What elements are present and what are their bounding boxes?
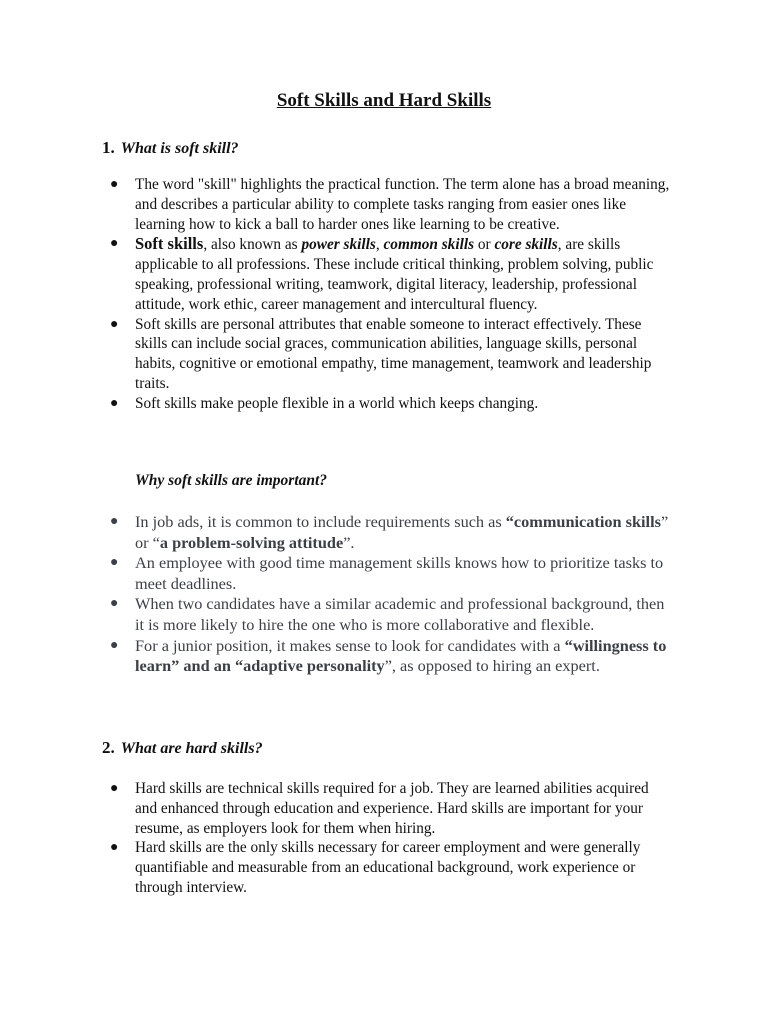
bullet-dot-icon: ●: [110, 514, 119, 529]
bullet-text-bold-italic: core skills: [494, 236, 558, 254]
bullet-text: or: [474, 236, 495, 254]
section2-number: 2.: [102, 738, 115, 757]
bullet-text: An employee with good time management skills knows how to prioritize tasks to meet deadlines.: [135, 553, 664, 593]
section2-bullet-list: [108, 779, 674, 898]
bullet-text-bold-italic: common skills: [383, 236, 475, 254]
bullet-text-bold: “willingness to learn” and an “adaptive personality: [135, 635, 667, 676]
bullet-text-bold: a problem-solving attitude: [159, 532, 344, 552]
list-item: [108, 512, 674, 553]
list-item: [108, 838, 674, 897]
bullet-dot-icon: ●: [110, 395, 119, 411]
bullet-dot-icon: ●: [110, 781, 119, 796]
bullet-text: The word "skill" highlights the practical function. The term alone has a broad meaning, and describes a particular ability to complete tasks ranging from easier ones like learning how to kick a ball to harder ones like learning to be creative.: [135, 176, 670, 233]
bullet-text: In job ads, it is common to include requirements such as: [135, 512, 506, 531]
list-item: [108, 315, 674, 394]
section2-heading: [102, 738, 263, 759]
bullet-dot-icon: ●: [110, 637, 119, 653]
bullet-text-bold: Soft skills: [135, 234, 204, 254]
bullet-text: , also known as: [203, 236, 302, 254]
why-bullet-list: [108, 512, 674, 677]
list-item: [108, 779, 674, 838]
bullet-text-bold-italic: power skills: [301, 236, 376, 254]
why-heading: Why soft skills are important?: [135, 472, 328, 489]
bullet-text: For a junior position, it makes sense to look for candidates with a: [135, 635, 565, 655]
document-title: Soft Skills and Hard Skills: [276, 90, 492, 111]
bullet-text: When two candidates have a similar academic and professional background, then it is more likely to hire the one who is more collaborative and flexible.: [135, 594, 665, 634]
bullet-dot-icon: ●: [110, 596, 119, 612]
bullet-text: Hard skills are technical skills required for a job. They are learned abilities acquired and enhanced through education and experience. Hard skills are important for your resume, as employers look for them when hiring.: [135, 780, 649, 837]
bullet-text-bold: “communication skills: [505, 512, 661, 531]
bullet-text: ,: [375, 236, 384, 254]
bullet-text: Soft skills make people flexible in a world which keeps changing.: [135, 394, 539, 412]
bullet-dot-icon: ●: [110, 236, 119, 252]
section1-bullet-list: [108, 175, 674, 414]
list-item: [108, 394, 674, 414]
list-item: [108, 553, 674, 594]
list-item: [108, 594, 674, 635]
bullet-text: Hard skills are the only skills necessary for career employment and were generally quantifiable and measurable from an educational background, work experience or through interview.: [135, 839, 641, 896]
list-item: [108, 234, 674, 314]
section1-heading-text: What is soft skill?: [120, 140, 239, 157]
bullet-dot-icon: ●: [110, 316, 119, 332]
bullet-text: ” or “: [135, 512, 669, 552]
section1-number: 1.: [102, 138, 115, 157]
bullet-dot-icon: ●: [110, 840, 119, 856]
bullet-text: Soft skills are personal attributes that enable someone to interact effectively. These skills can include social graces, communication abilities, language skills, personal habits, cognitive or emotional empathy, time management, teamwork and leadership traits.: [135, 315, 652, 392]
bullet-text: ”, as opposed to hiring an expert.: [384, 656, 600, 676]
bullet-text: ”.: [343, 532, 355, 552]
section1-heading: [102, 138, 239, 159]
section2-heading-text: What are hard skills?: [120, 740, 263, 757]
list-item: [108, 636, 674, 677]
bullet-dot-icon: ●: [110, 555, 119, 571]
bullet-dot-icon: ●: [110, 177, 119, 192]
bullet-text: , are skills applicable to all professions. These include critical thinking, problem solving, public speaking, professional writing, teamwork, digital literacy, leadership, professional attitude, work ethic, career management and intercultural fluency.: [135, 236, 654, 313]
list-item: [108, 175, 674, 234]
